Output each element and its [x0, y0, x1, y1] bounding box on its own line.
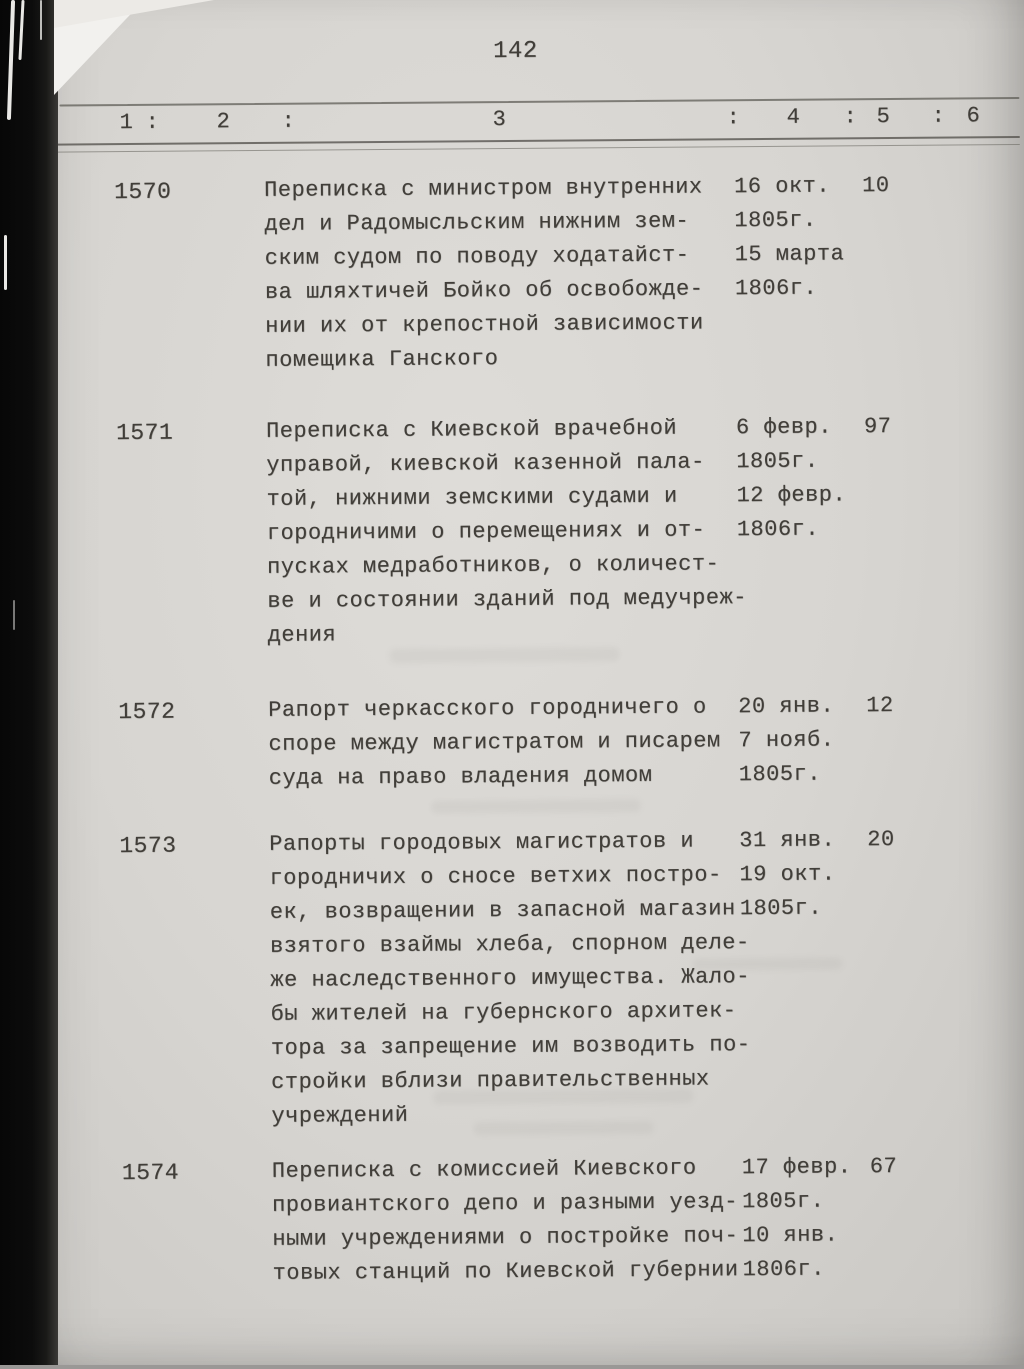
date-line: 12 февр. — [736, 482, 847, 509]
description-line: Переписка с Киевской врачебной — [265, 415, 678, 444]
entry-dates — [736, 410, 866, 649]
bleedthrough-smudge — [473, 1121, 653, 1135]
description-line: Переписка с комиссией Киевского — [271, 1155, 697, 1184]
register-entry — [0, 168, 1022, 380]
page-edge-streak — [7, 0, 15, 120]
sheet-count: 20 — [867, 826, 895, 853]
description-line: взятого взаймы хлеба, спорном деле- — [269, 930, 750, 959]
entry-description — [265, 411, 748, 653]
date-line: 20 янв. — [738, 693, 835, 720]
description-line: ским судом по поводу ходатайст- — [264, 242, 690, 271]
description-line: споре между магистратом и писарем — [268, 728, 721, 757]
bleedthrough-smudge — [433, 1089, 693, 1105]
description-line: городничими о перемещениях и от- — [266, 517, 706, 546]
column-number: 4 — [786, 104, 801, 130]
entry-number: 1573 — [119, 832, 177, 860]
description-line: ек, возвращении в запасной магазин — [269, 896, 736, 925]
description-line: дения — [267, 622, 337, 648]
date-line: 17 февр. — [741, 1154, 852, 1181]
register-entry — [0, 688, 1024, 798]
entry-dates — [738, 689, 867, 792]
description-line: товых станций по Киевской губернии — [272, 1257, 739, 1286]
register-entry — [4, 1149, 1024, 1293]
date-line: 1806г. — [736, 516, 820, 543]
description-line: учреждений — [271, 1102, 409, 1129]
description-line: ве и состоянии зданий под медучреж- — [267, 585, 748, 614]
description-line: ными учреждениями о постройке поч- — [272, 1223, 739, 1252]
bleedthrough-smudge — [431, 799, 641, 814]
description-line: ва шляхтичей Бойко об освобожде- — [264, 276, 704, 305]
column-separator: : — [843, 104, 858, 130]
sheet-count: 12 — [866, 693, 894, 719]
description-line: управой, киевской казенной пала- — [266, 449, 705, 478]
date-line: 7 нояб. — [738, 727, 835, 754]
description-line: тора за запрещение им возводить по- — [270, 1032, 751, 1061]
page-edge-streak — [4, 235, 7, 290]
column-separator: : — [726, 105, 741, 131]
sheet-count: 67 — [869, 1153, 898, 1180]
description-line: бы жителей на губернского архитек- — [270, 998, 737, 1027]
date-line: 19 окт. — [739, 861, 836, 888]
entry-description — [269, 824, 751, 1134]
entry-dates — [739, 823, 869, 1130]
description-line: стройки вблизи правительственных — [271, 1066, 710, 1095]
page-edge-streak — [40, 0, 42, 40]
bleedthrough-smudge — [692, 957, 842, 970]
date-line: 6 февр. — [735, 414, 833, 441]
description-line: той, нижними земскими судами и — [266, 483, 678, 512]
date-line: 15 марта — [734, 241, 845, 268]
book-binding — [0, 0, 58, 1365]
entry-number: 1572 — [118, 698, 176, 726]
date-line: 16 окт. — [734, 173, 831, 200]
date-line: 1806г. — [742, 1256, 825, 1283]
entry-description — [268, 690, 739, 796]
sheet-count: 10 — [862, 173, 890, 199]
column-separator: : — [281, 108, 296, 134]
date-line: 1805г. — [736, 448, 819, 475]
sheet-count: 97 — [863, 414, 892, 440]
column-separator: : — [931, 103, 946, 129]
column-number: 3 — [492, 107, 507, 133]
description-line: суда на право владения домом — [268, 762, 653, 791]
register-entry — [1, 822, 1024, 1136]
column-separator: : — [145, 109, 160, 135]
page-number: 142 — [492, 37, 538, 66]
description-line: же наследственного имущества. Жало- — [270, 964, 750, 993]
entry-dates — [742, 1150, 871, 1287]
date-line: 10 янв. — [742, 1222, 839, 1249]
description-line: помещика Ганского — [265, 346, 499, 373]
description-line: Переписка с министром внутренних — [264, 174, 703, 203]
entry-number: 1571 — [115, 419, 174, 447]
description-line: Рапорт черкасского городничего о — [268, 694, 707, 723]
column-number: 2 — [216, 109, 231, 135]
date-line: 1805г. — [738, 761, 822, 788]
date-line: 1805г. — [739, 895, 823, 922]
date-line: 1805г. — [741, 1188, 825, 1215]
entry-number: 1570 — [114, 178, 172, 206]
page-edge-streak — [13, 600, 15, 630]
description-line: Рапорты городовых магистратов и — [269, 828, 695, 857]
entry-dates — [734, 169, 864, 374]
date-line: 1805г. — [734, 207, 817, 234]
description-line: пусках медработников, о количест- — [266, 551, 720, 580]
column-number: 5 — [876, 104, 891, 130]
entry-description — [264, 170, 736, 378]
column-number: 6 — [966, 103, 981, 129]
page-edge-streak — [18, 0, 24, 60]
description-line: нии их от крепостной зависимости — [265, 310, 704, 339]
entry-description — [272, 1151, 743, 1291]
date-line: 1806г. — [734, 275, 818, 302]
register-entry — [0, 409, 1024, 655]
date-line: 31 янв. — [739, 827, 836, 854]
description-line: дел и Радомысльским нижним зем- — [264, 208, 690, 237]
description-line: городничих о сносе ветхих постро- — [269, 862, 722, 891]
bleedthrough-smudge — [390, 647, 620, 663]
description-line: провиантского депо и разными уезд- — [272, 1189, 739, 1218]
column-number: 1 — [119, 109, 134, 136]
entry-number: 1574 — [121, 1159, 180, 1187]
